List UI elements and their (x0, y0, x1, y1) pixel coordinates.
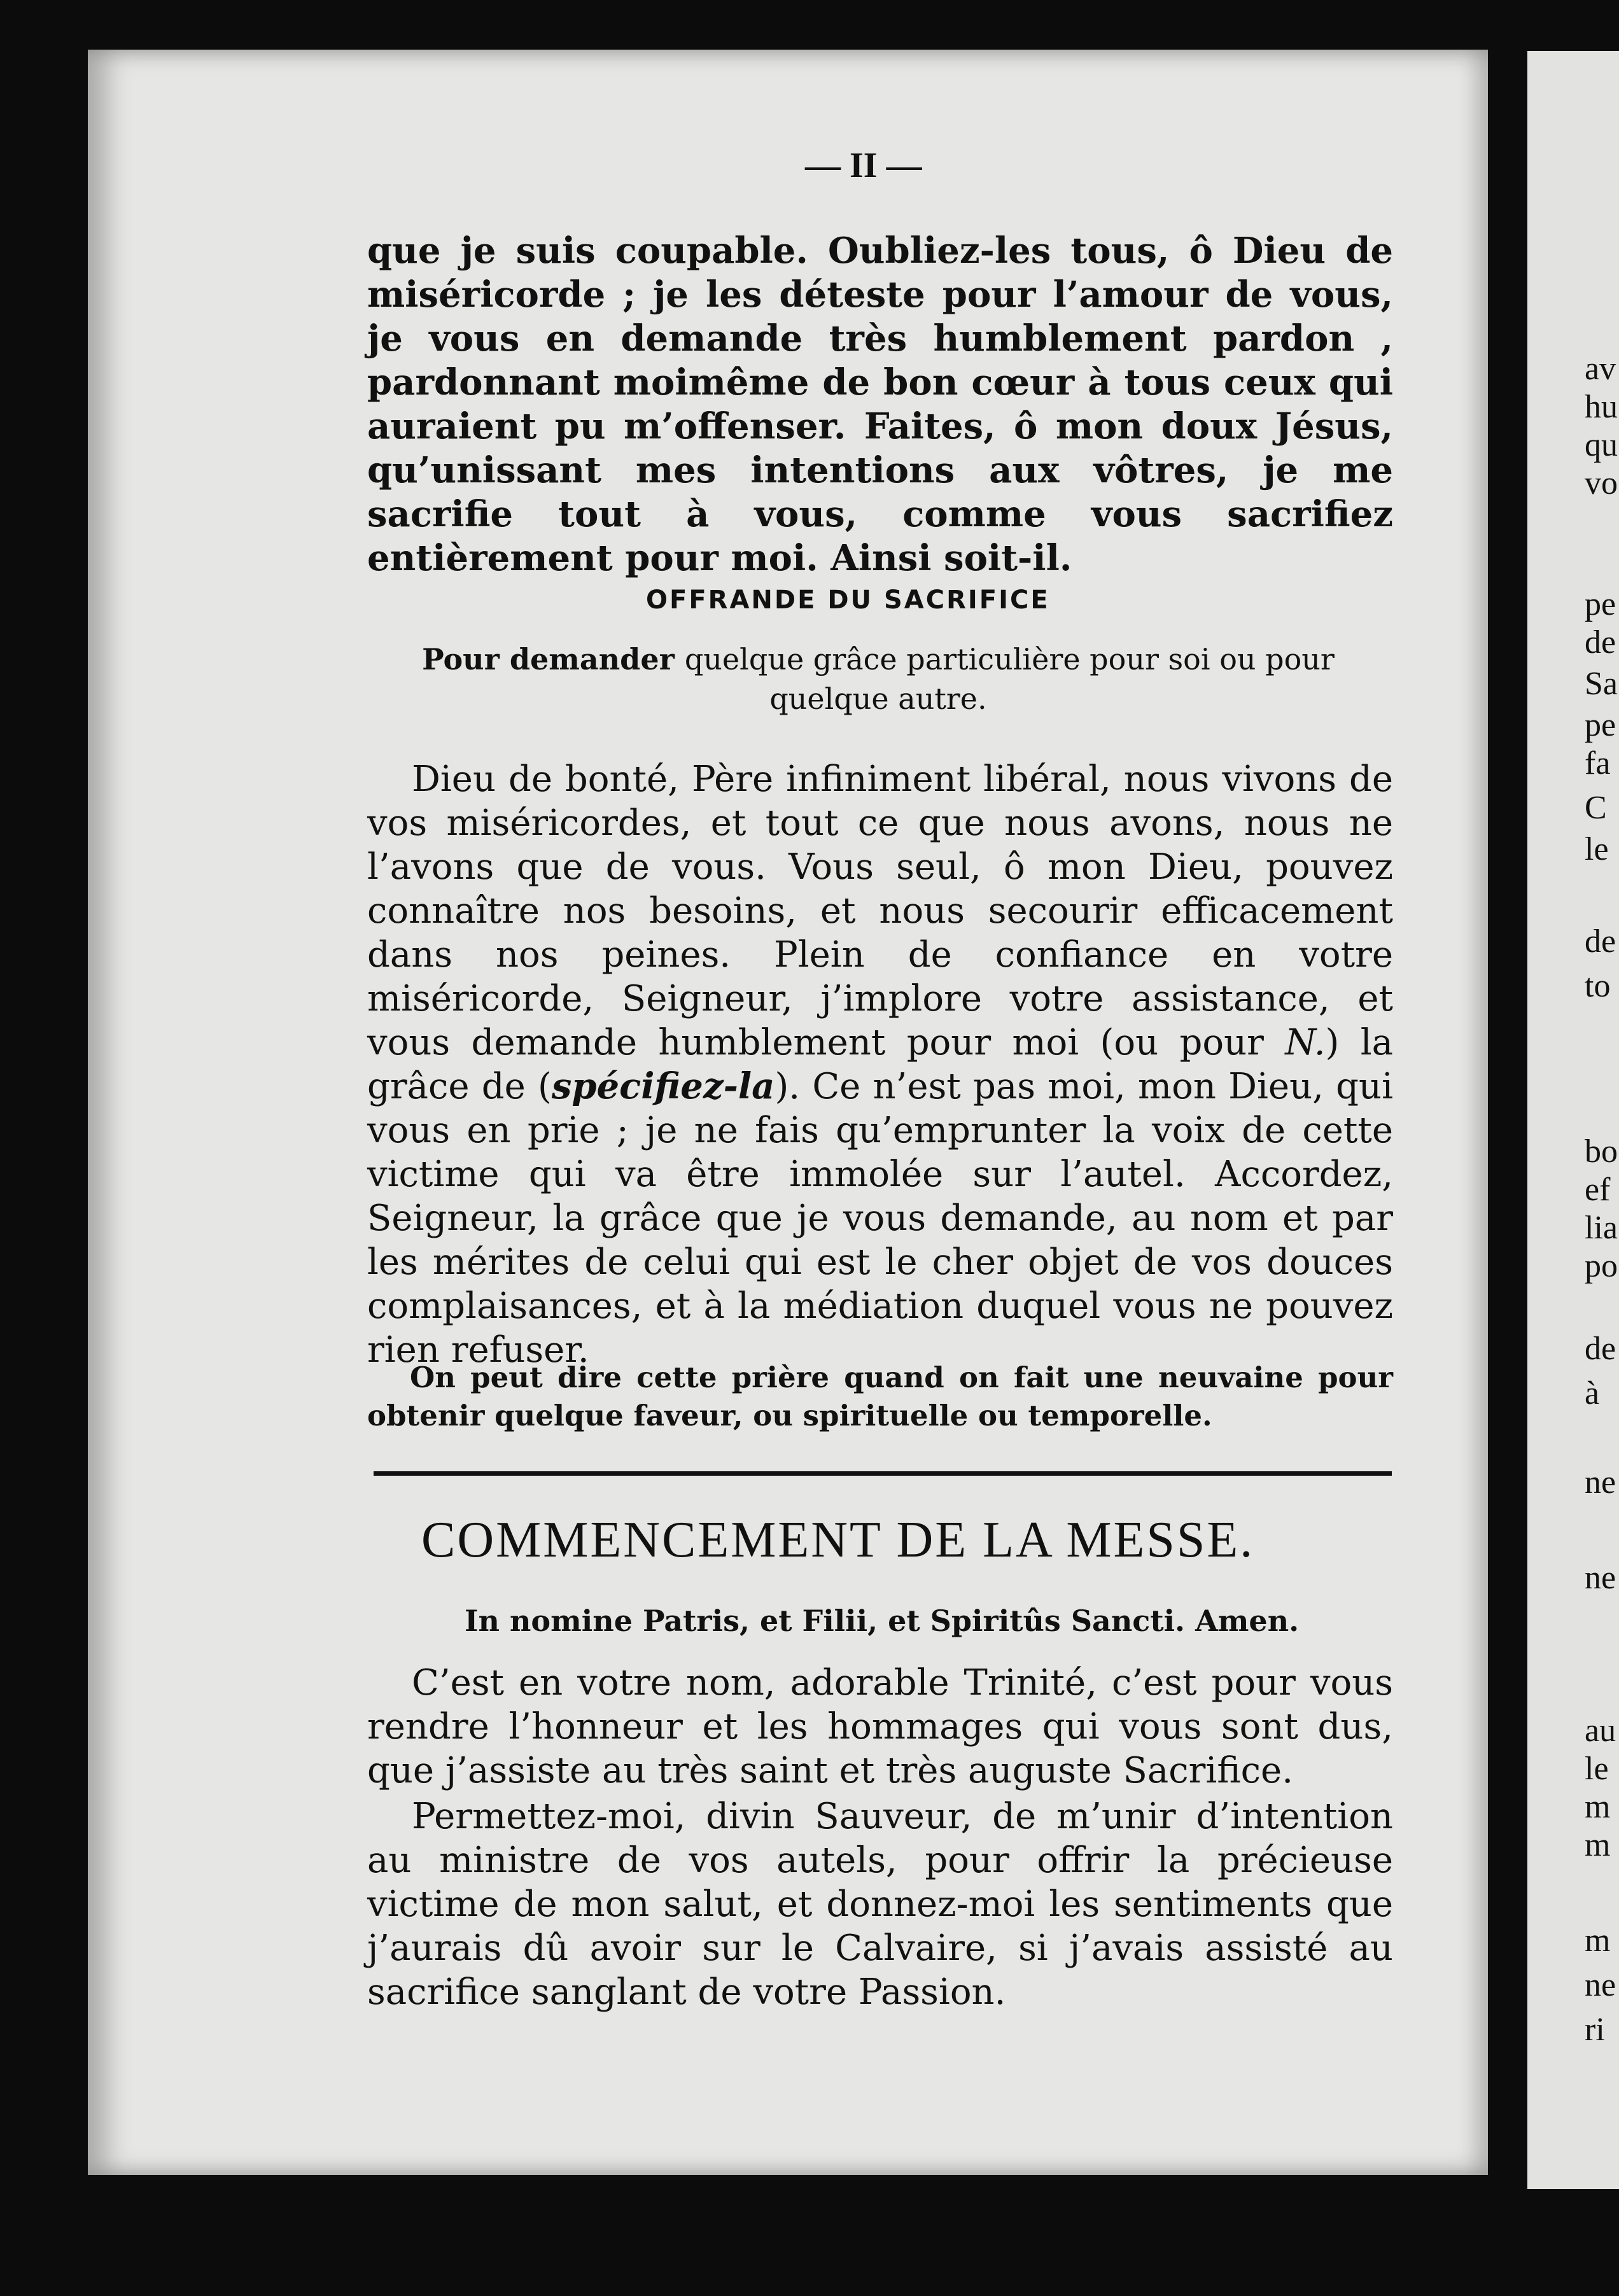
next-page-fragment: de (1585, 624, 1616, 661)
next-page-fragment: po (1585, 1248, 1618, 1284)
next-page-fragment: pe (1585, 586, 1616, 622)
next-page-fragment: hu (1585, 389, 1618, 425)
next-page-fragment: lia (1585, 1210, 1618, 1246)
next-page-fragment: ne (1585, 1967, 1616, 2003)
next-page-fragment: m (1585, 1922, 1611, 1959)
next-page-fragment: C (1585, 790, 1607, 826)
next-page-fragment: m (1585, 1827, 1611, 1863)
next-page-fragment: de (1585, 1331, 1616, 1367)
offrande-heading: OFFRANDE DU SACRIFICE (646, 585, 1050, 615)
page-number: — II — (805, 146, 922, 185)
next-page-fragment: au (1585, 1712, 1616, 1749)
next-page-fragment: à (1585, 1375, 1600, 1411)
next-page-fragment: pe (1585, 707, 1616, 743)
next-page-fragment: le (1585, 831, 1609, 867)
next-page-fragment: ri (1585, 2012, 1605, 2048)
next-page-fragment: Sa (1585, 666, 1618, 702)
next-page-fragment: bo (1585, 1133, 1618, 1170)
offrande-subheading-bold: Pour demander (422, 642, 675, 676)
paragraph-2-n: N. (1285, 1022, 1326, 1063)
paragraph-1: que je suis coupable. Oubliez-les tous, ô Dieu de miséricorde ; je les déteste pour l’amour de vous, je vous en demande très humblement pardon , pardonnant moimême de bon cœur à tous ceux qui auraient pu m’offenser. Faites, ô mon doux Jésus, qu’unissant mes intentions aux vôtres, je me sacrifie tout à vous, comme vous sacrifiez entièrement pour moi. Ainsi soit-il. (367, 230, 1393, 579)
messe-heading: COMMENCEMENT DE LA MESSE. (421, 1512, 1255, 1568)
next-page-fragment: av (1585, 351, 1616, 387)
next-page-fragment: vo (1585, 465, 1618, 501)
paragraph-4: Permettez-moi, divin Sauveur, de m’unir d’intention au ministre de vos autels, pour offrir la précieuse victime de mon salut, et donnez-moi les sentiments que j’aurais dû avoir sur le Calvaire, si j’avais assisté au sacrifice sanglant de votre Passion. (367, 1796, 1393, 2013)
paragraph-2-part-a: Dieu de bonté, Père infiniment libéral, nous vivons de vos miséricordes, et tout ce que nous avons, nous ne l’avons que de vous. Vous seul, ô mon Dieu, pouvez connaître nos besoins, et nous secourir efficacement dans nos peines. Plein de confiance en votre miséricorde, Seigneur, j’implore votre assistance, et vous demande humblement pour moi (ou pour (367, 759, 1393, 1063)
paragraph-2 (367, 757, 1393, 1372)
next-page-fragment: ef (1585, 1172, 1611, 1208)
paragraph-2-specifiez: spécifiez-la (551, 1065, 775, 1107)
latin-invocation: In nomine Patris, et Filii, et Spiritûs Sancti. Amen. (465, 1604, 1300, 1638)
paragraph-2-part-b: ) la grâce de ( (367, 1022, 1393, 1107)
next-page-fragment: ne (1585, 1464, 1616, 1501)
paragraph-2-part-c: ). Ce n’est pas moi, mon Dieu, qui vous en prie ; je ne fais qu’emprunter la voix de cette victime qui va être immolée sur l’autel. Accordez, Seigneur, la grâce que je vous demande, au nom et par les mérites de celui qui est le cher objet de vos douces complaisances, et à la médiation duquel vous ne pouvez rien refuser. (367, 1066, 1393, 1371)
divider-rule (374, 1471, 1392, 1476)
next-page-fragment: m (1585, 1789, 1611, 1825)
next-page-edge (1527, 51, 1619, 2189)
next-page-fragment: to (1585, 968, 1611, 1004)
next-page-fragment: le (1585, 1751, 1609, 1787)
next-page-fragment: fa (1585, 745, 1611, 781)
paragraph-3: C’est en votre nom, adorable Trinité, c’est pour vous rendre l’honneur et les hommages qui vous sont dus, que j’assiste au très saint et très auguste Sacrifice. (367, 1662, 1393, 1791)
next-page-fragment: qu (1585, 427, 1618, 463)
next-page-fragment: ne (1585, 1560, 1616, 1596)
offrande-subheading (401, 640, 1356, 718)
note: On peut dire cette prière quand on fait une neuvaine pour obtenir quelque faveur, ou spirituelle ou temporelle. (367, 1361, 1393, 1432)
next-page-fragment: de (1585, 923, 1616, 960)
offrande-subheading-rest: quelque grâce particulière pour soi ou pour quelque autre. (684, 642, 1335, 716)
